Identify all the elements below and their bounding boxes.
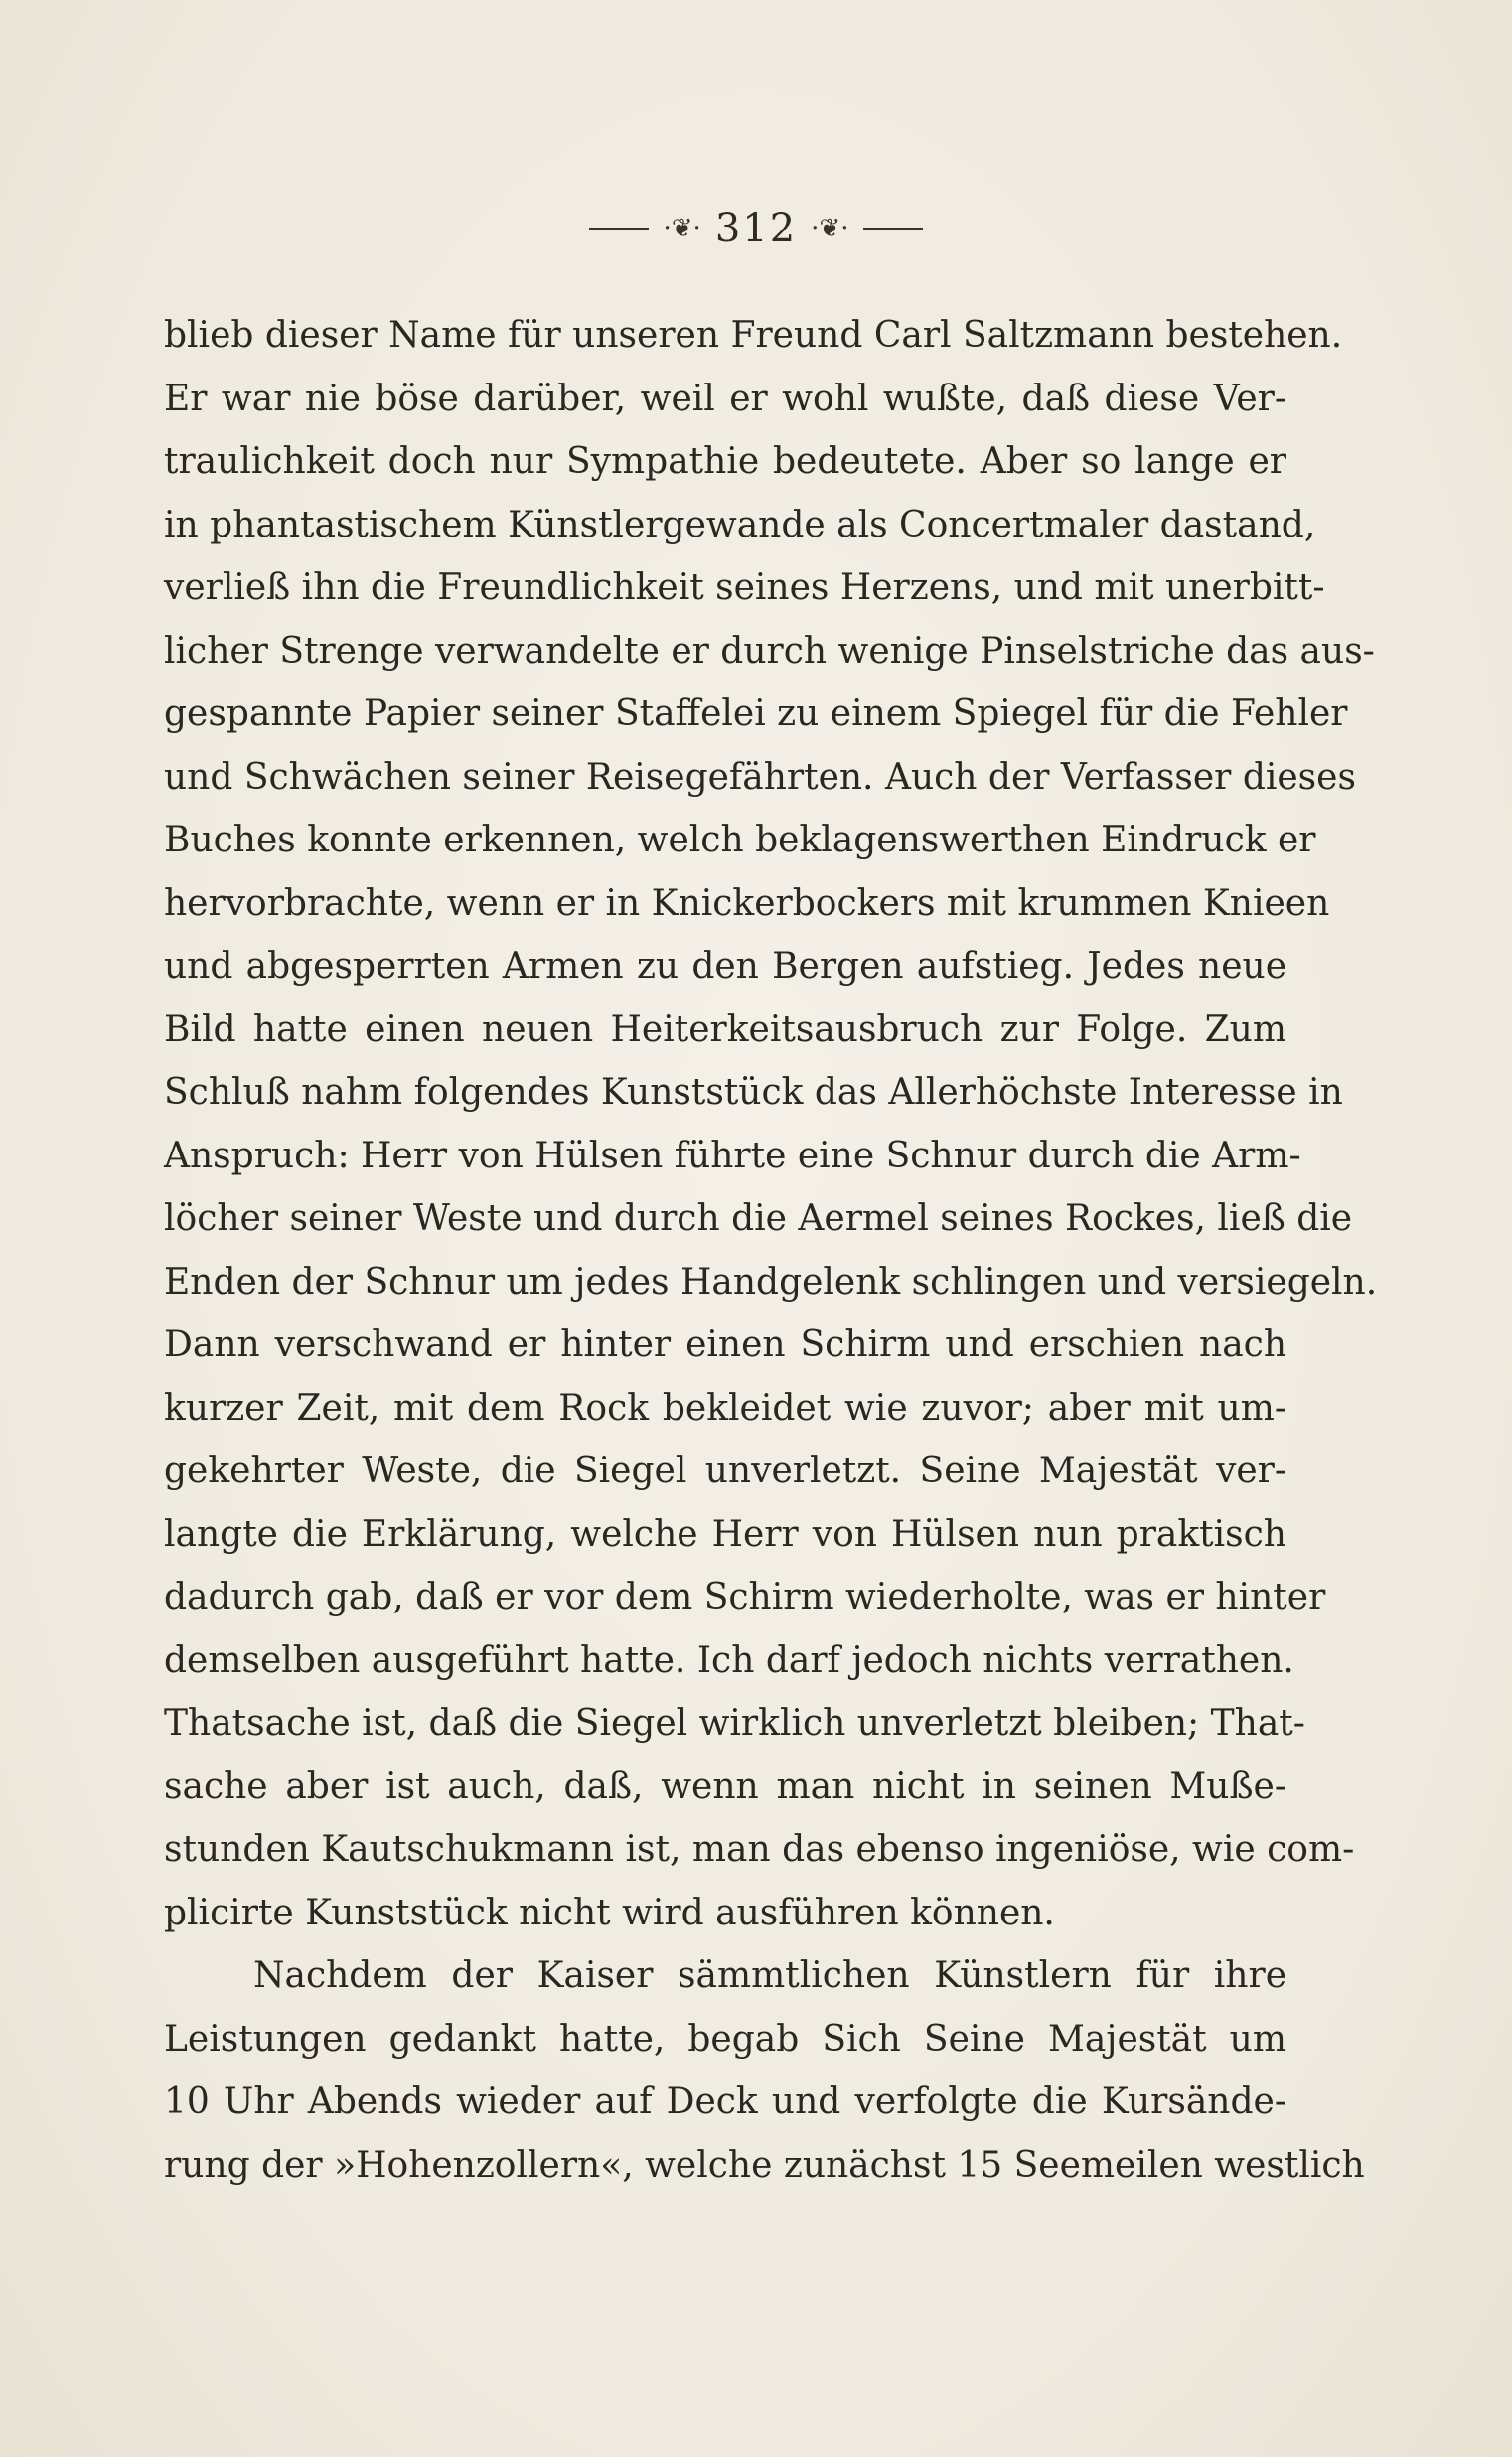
- paragraph: [164, 1944, 1365, 2197]
- text-line: Er war nie böse darüber, weil er wohl wußte, daß diese Ver-: [164, 378, 1286, 419]
- header-rule-left: [589, 228, 649, 230]
- text-line: Thatsache ist, daß die Siegel wirklich unverletzt bleiben; That-: [164, 1703, 1305, 1744]
- body-text: [164, 304, 1378, 2197]
- text-line: und abgesperrten Armen zu den Bergen aufstieg. Jedes neue: [164, 946, 1286, 987]
- text-line: demselben ausgeführt hatte. Ich darf jedoch nichts verrathen.: [164, 1639, 1294, 1681]
- text-line: Leistungen gedankt hatte, begab Sich Seine Majestät um: [164, 2018, 1286, 2060]
- text-line: Anspruch: Herr von Hülsen führte eine Schnur durch die Arm-: [164, 1135, 1301, 1176]
- text-line: löcher seiner Weste und durch die Aermel seines Rockes, ließ die: [164, 1198, 1353, 1239]
- text-line: in phantastischem Künstlergewande als Concertmaler dastand,: [164, 504, 1316, 545]
- text-line: Schluß nahm folgendes Kunststück das Allerhöchste Interesse in: [164, 1072, 1343, 1113]
- text-line: 10 Uhr Abends wieder auf Deck und verfolgte die Kursände-: [164, 2081, 1286, 2122]
- text-line: verließ ihn die Freundlichkeit seines Herzens, und mit unerbitt-: [164, 567, 1325, 608]
- text-line: blieb dieser Name für unseren Freund Carl Saltzmann bestehen.: [164, 315, 1343, 356]
- text-line: stunden Kautschukmann ist, man das ebenso ingeniöse, wie com-: [164, 1829, 1355, 1870]
- text-line: gespannte Papier seiner Staffelei zu einem Spiegel für die Fehler: [164, 693, 1348, 734]
- header-rule-right: [863, 228, 923, 230]
- text-line: Dann verschwand er hinter einen Schirm und erschien nach: [164, 1324, 1286, 1365]
- text-line: sache aber ist auch, daß, wenn man nicht in seinen Muße-: [164, 1766, 1286, 1807]
- text-line: Nachdem der Kaiser sämmtlichen Künstlern für ihre: [253, 1955, 1286, 1996]
- ornament-left-icon: ·❦·: [663, 214, 701, 243]
- text-line: gekehrter Weste, die Siegel unverletzt. Seine Majestät ver-: [164, 1451, 1286, 1491]
- page-number: 312: [714, 206, 798, 251]
- text-line: Enden der Schnur um jedes Handgelenk schlingen und versiegeln.: [164, 1261, 1378, 1303]
- paragraph: [164, 304, 1378, 1944]
- text-line: dadurch gab, daß er vor dem Schirm wiederholte, was er hinter: [164, 1577, 1326, 1617]
- text-line: und Schwächen seiner Reisegefährten. Auch der Verfasser dieses: [164, 756, 1356, 798]
- page-header: [0, 199, 1512, 258]
- text-line: langte die Erklärung, welche Herr von Hülsen nun praktisch: [164, 1513, 1286, 1555]
- text-line: kurzer Zeit, mit dem Rock bekleidet wie zuvor; aber mit um-: [164, 1387, 1286, 1429]
- text-line: plicirte Kunststück nicht wird ausführen können.: [164, 1892, 1055, 1933]
- text-line: rung der »Hohenzollern«, welche zunächst 15 Seemeilen westlich: [164, 2144, 1365, 2186]
- text-line: hervorbrachte, wenn er in Knickerbockers mit krummen Knieen: [164, 882, 1330, 924]
- text-line: traulichkeit doch nur Sympathie bedeutete. Aber so lange er: [164, 441, 1286, 482]
- text-line: Buches konnte erkennen, welch beklagenswerthen Eindruck er: [164, 820, 1316, 860]
- ornament-right-icon: ·❦·: [811, 214, 849, 243]
- text-line: licher Strenge verwandelte er durch wenige Pinselstriche das aus-: [164, 630, 1375, 672]
- text-line: Bild hatte einen neuen Heiterkeitsausbruch zur Folge. Zum: [164, 1008, 1286, 1050]
